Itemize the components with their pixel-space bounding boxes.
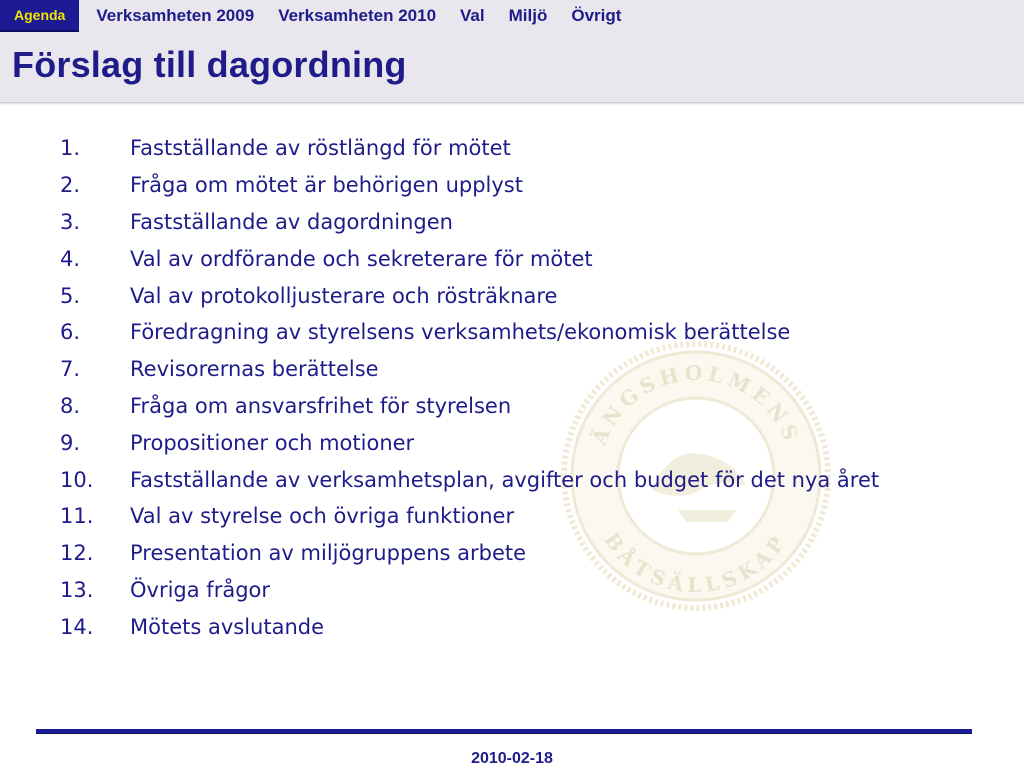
- agenda-item: [60, 535, 879, 572]
- agenda-item-text: Fråga om ansvarsfrihet för styrelsen: [130, 393, 512, 418]
- slide-header: [0, 0, 1024, 103]
- slide-title: Förslag till dagordning: [12, 44, 407, 85]
- agenda-item-number: 1.: [60, 136, 81, 161]
- agenda-list: [60, 130, 879, 645]
- agenda-item-number: 5.: [60, 283, 81, 308]
- top-navigation: [0, 0, 633, 32]
- agenda-item: [60, 461, 879, 498]
- agenda-item-number: 11.: [60, 504, 94, 529]
- agenda-item-text: Fastställande av dagordningen: [130, 209, 453, 234]
- agenda-item-text: Presentation av miljögruppens arbete: [130, 541, 527, 566]
- agenda-item-text: Val av styrelse och övriga funktioner: [130, 504, 515, 529]
- agenda-item: [60, 608, 879, 645]
- agenda-item-number: 4.: [60, 246, 81, 271]
- agenda-item-text: Fastställande av röstlängd för mötet: [130, 136, 511, 161]
- nav-tab-verksamheten-2010[interactable]: Verksamheten 2010: [278, 6, 437, 25]
- emblem-text-bottom: BÅTSÄLLSKAP: [599, 528, 793, 598]
- nav-tab-verksamheten-2009[interactable]: Verksamheten 2009: [96, 6, 255, 25]
- agenda-item-text: Fastställande av verksamhetsplan, avgifter och budget för det nya året: [130, 467, 880, 492]
- nav-tab-miljo[interactable]: Miljö: [508, 6, 548, 25]
- agenda-item-number: 14.: [60, 614, 94, 639]
- agenda-item: [60, 240, 879, 277]
- nav-tab-ovrigt[interactable]: Övrigt: [571, 6, 622, 25]
- footer-divider: [36, 729, 972, 733]
- agenda-item-text: Propositioner och motioner: [130, 430, 415, 455]
- agenda-item: [60, 351, 879, 388]
- agenda-item-number: 10.: [60, 467, 94, 492]
- agenda-item-text: Föredragning av styrelsens verksamhets/ekonomisk berättelse: [130, 320, 791, 345]
- agenda-item-text: Mötets avslutande: [130, 614, 325, 639]
- agenda-item-text: Fråga om mötet är behörigen upplyst: [130, 173, 523, 198]
- agenda-item: [60, 167, 879, 204]
- agenda-item: [60, 204, 879, 241]
- agenda-item-number: 13.: [60, 577, 94, 602]
- agenda-item: [60, 498, 879, 535]
- agenda-item-text: Val av protokolljusterare och rösträknare: [130, 283, 558, 308]
- agenda-item: [60, 130, 879, 167]
- agenda-item-text: Val av ordförande och sekreterare för mötet: [130, 246, 593, 271]
- agenda-item-number: 8.: [60, 393, 81, 418]
- agenda-item-number: 7.: [60, 357, 81, 382]
- emblem-text-top: ÄNGSHOLMENS: [586, 360, 806, 449]
- agenda-item: [60, 424, 879, 461]
- footer-date: 2010-02-18: [471, 750, 553, 767]
- nav-tab-agenda[interactable]: Agenda: [0, 0, 79, 32]
- agenda-item-number: 9.: [60, 430, 81, 455]
- nav-tab-val[interactable]: Val: [460, 6, 485, 25]
- agenda-item: [60, 572, 879, 609]
- agenda-item-text: Övriga frågor: [130, 577, 271, 602]
- agenda-item-number: 3.: [60, 209, 81, 234]
- agenda-item-text: Revisorernas berättelse: [130, 357, 379, 382]
- agenda-item-number: 6.: [60, 320, 81, 345]
- agenda-item-number: 12.: [60, 541, 94, 566]
- agenda-item: [60, 277, 879, 314]
- agenda-item: [60, 314, 879, 351]
- agenda-item-number: 2.: [60, 173, 81, 198]
- agenda-item: [60, 388, 879, 425]
